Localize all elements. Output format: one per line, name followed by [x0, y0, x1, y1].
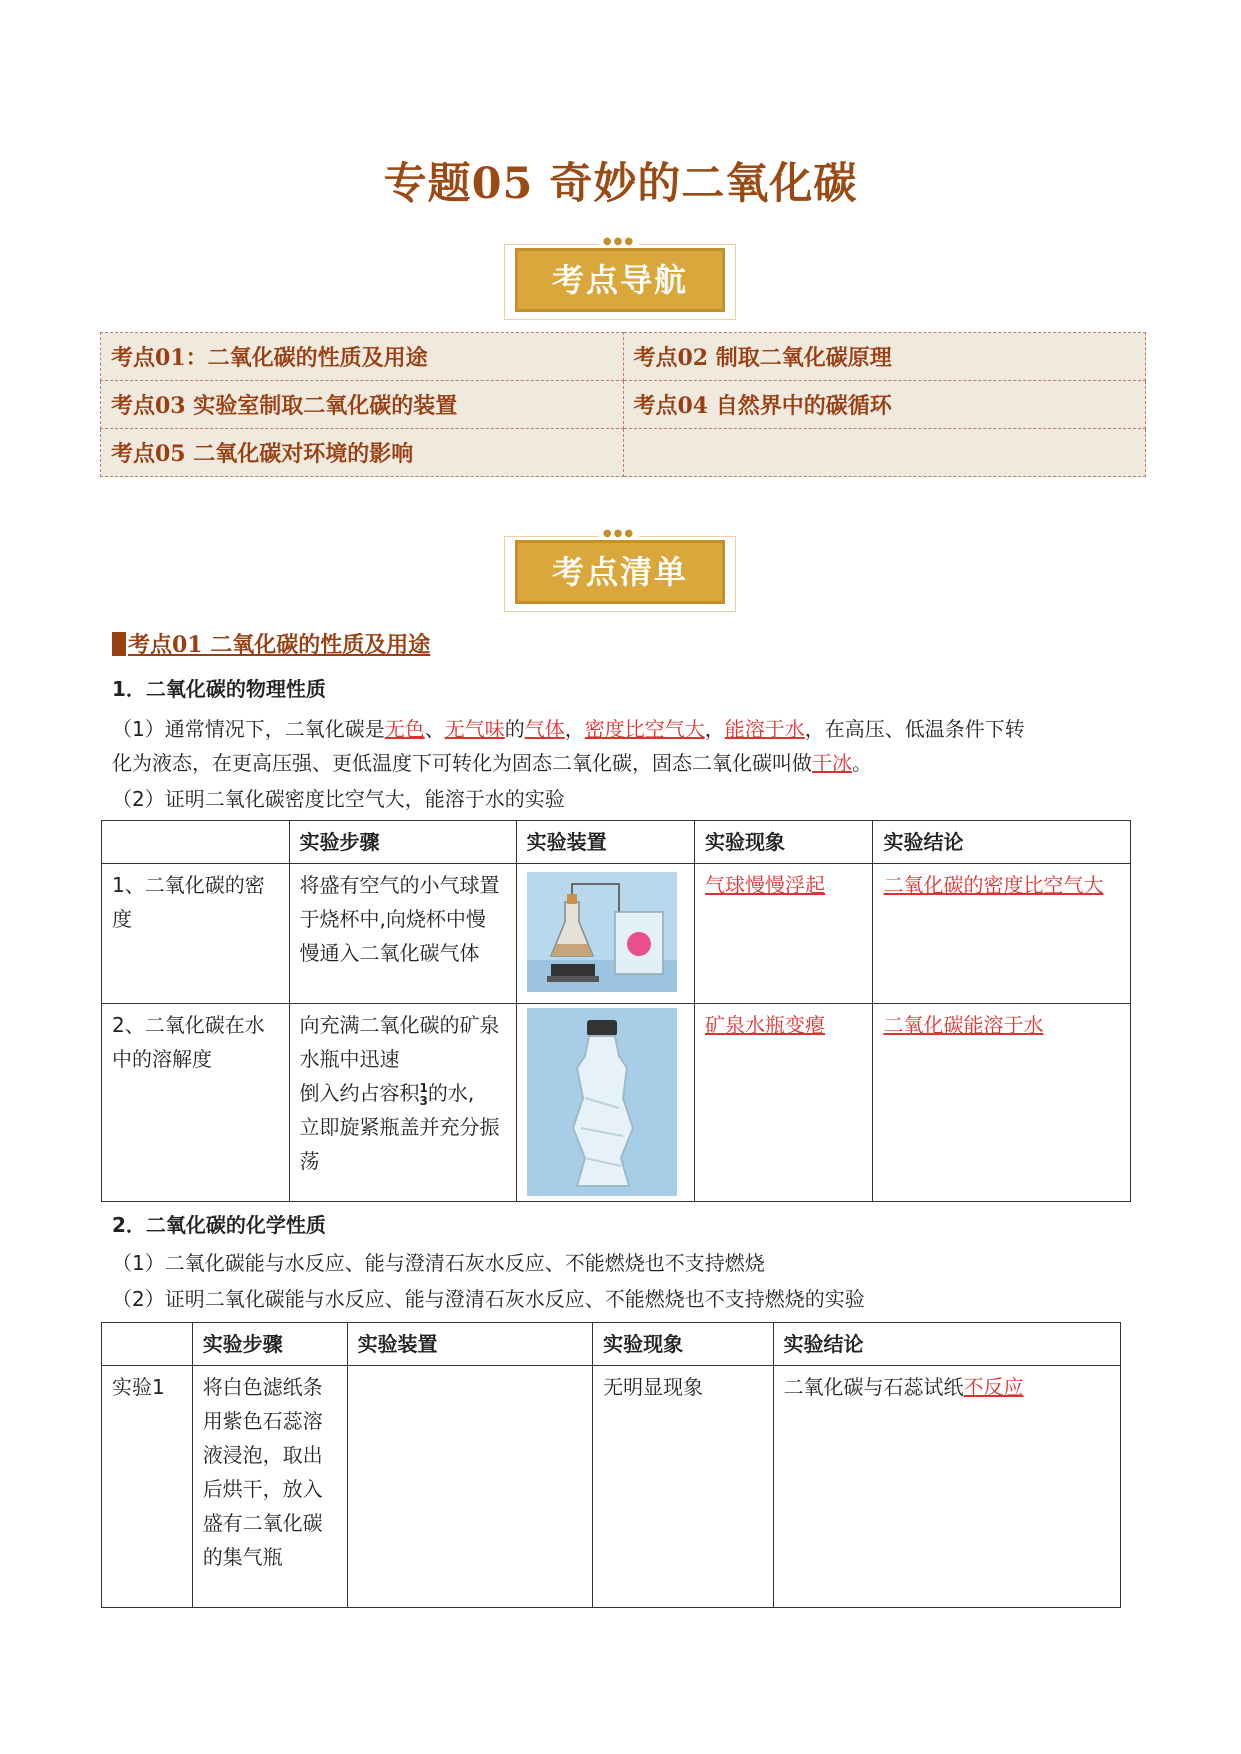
heading-bar-icon — [112, 632, 126, 656]
row-name: 2、二氧化碳在水中的溶解度 — [102, 1004, 290, 1202]
nav-item-05[interactable]: 考点05 二氧化碳对环境的影响 — [101, 429, 624, 477]
row-phenomenon: 气球慢慢浮起 — [695, 864, 873, 1004]
fraction: 1 3 — [419, 1080, 428, 1108]
nav-item-03[interactable]: 考点03 实验室制取二氧化碳的装置 — [101, 381, 624, 429]
experiment-intro: （2）证明二氧化碳密度比空气大，能溶于水的实验 — [112, 787, 565, 811]
nav-item-01[interactable]: 考点01：二氧化碳的性质及用途 — [101, 333, 624, 381]
row-steps: 将盛有空气的小气球置于烧杯中,向烧杯中慢慢通入二氧化碳气体 — [289, 864, 516, 1004]
section-heading-text: 考点01 二氧化碳的性质及用途 — [128, 632, 431, 658]
row-phenomenon: 矿泉水瓶变瘪 — [695, 1004, 873, 1202]
table-header-row — [102, 821, 1131, 864]
table-row — [102, 1366, 1121, 1608]
table-header: 实验结论 — [773, 1323, 1121, 1366]
nav-banner — [504, 236, 736, 320]
table-header: 实验步骤 — [289, 821, 516, 864]
table-chemical-experiments — [101, 1322, 1121, 1608]
nav-banner-label: 考点导航 — [515, 248, 725, 312]
table-header-row — [102, 1323, 1121, 1366]
row-name: 1、二氧化碳的密度 — [102, 864, 290, 1004]
subheading-physical: 1．二氧化碳的物理性质 — [112, 677, 326, 701]
table-header: 实验步骤 — [192, 1323, 347, 1366]
dots-icon: ●●● — [599, 528, 639, 539]
chemical-properties-paragraph: （1）二氧化碳能与水反应、能与澄清石灰水反应、不能燃烧也不支持燃烧 — [112, 1251, 765, 1275]
table-header: 实验现象 — [695, 821, 873, 864]
list-banner-label: 考点清单 — [515, 540, 725, 604]
row-conclusion: 二氧化碳与石蕊试纸不反应 — [773, 1366, 1121, 1608]
page-title: 专题05 奇妙的二氧化碳 — [383, 159, 858, 209]
row-name: 实验1 — [102, 1366, 193, 1608]
table-row — [102, 864, 1131, 1004]
balloon-beaker-image — [527, 872, 677, 992]
apparatus-cell — [516, 1004, 694, 1202]
table-physical-experiments — [101, 820, 1131, 1202]
table-header — [102, 1323, 193, 1366]
row-phenomenon: 无明显现象 — [593, 1366, 773, 1608]
apparatus-cell — [347, 1366, 593, 1608]
table-header: 实验装置 — [516, 821, 694, 864]
chemical-experiment-intro: （2）证明二氧化碳能与水反应、能与澄清石灰水反应、不能燃烧也不支持燃烧的实验 — [112, 1287, 865, 1311]
subheading-chemical: 2．二氧化碳的化学性质 — [112, 1213, 326, 1237]
crushed-bottle-image — [527, 1008, 677, 1196]
table-header — [102, 821, 290, 864]
table-header: 实验装置 — [347, 1323, 593, 1366]
nav-item-02[interactable]: 考点02 制取二氧化碳原理 — [623, 333, 1146, 381]
apparatus-cell — [516, 864, 694, 1004]
row-steps: 将白色滤纸条用紫色石蕊溶液浸泡，取出后烘干，放入盛有二氧化碳的集气瓶 — [192, 1366, 347, 1608]
table-header: 实验结论 — [873, 821, 1131, 864]
section-heading — [112, 628, 430, 659]
dots-icon: ●●● — [599, 236, 639, 247]
row-conclusion: 二氧化碳的密度比空气大 — [873, 864, 1131, 1004]
nav-item-empty — [623, 429, 1146, 477]
nav-item-04[interactable]: 考点04 自然界中的碳循环 — [623, 381, 1146, 429]
physical-properties-paragraph: （1）通常情况下，二氧化碳是无色、无气味的气体，密度比空气大，能溶于水，在高压、低温条件下转 化为液态，在更高压强、更低温度下可转化为固态二氧化碳，固态二氧化碳叫做干冰。 — [112, 717, 1025, 775]
table-row — [102, 1004, 1131, 1202]
row-conclusion: 二氧化碳能溶于水 — [873, 1004, 1131, 1202]
row-steps: 向充满二氧化碳的矿泉水瓶中迅速 倒入约占容积1 3的水, 立即旋紧瓶盖并充分振荡 — [289, 1004, 516, 1202]
list-banner — [504, 528, 736, 612]
table-header: 实验现象 — [593, 1323, 773, 1366]
topic-nav — [100, 332, 1146, 477]
